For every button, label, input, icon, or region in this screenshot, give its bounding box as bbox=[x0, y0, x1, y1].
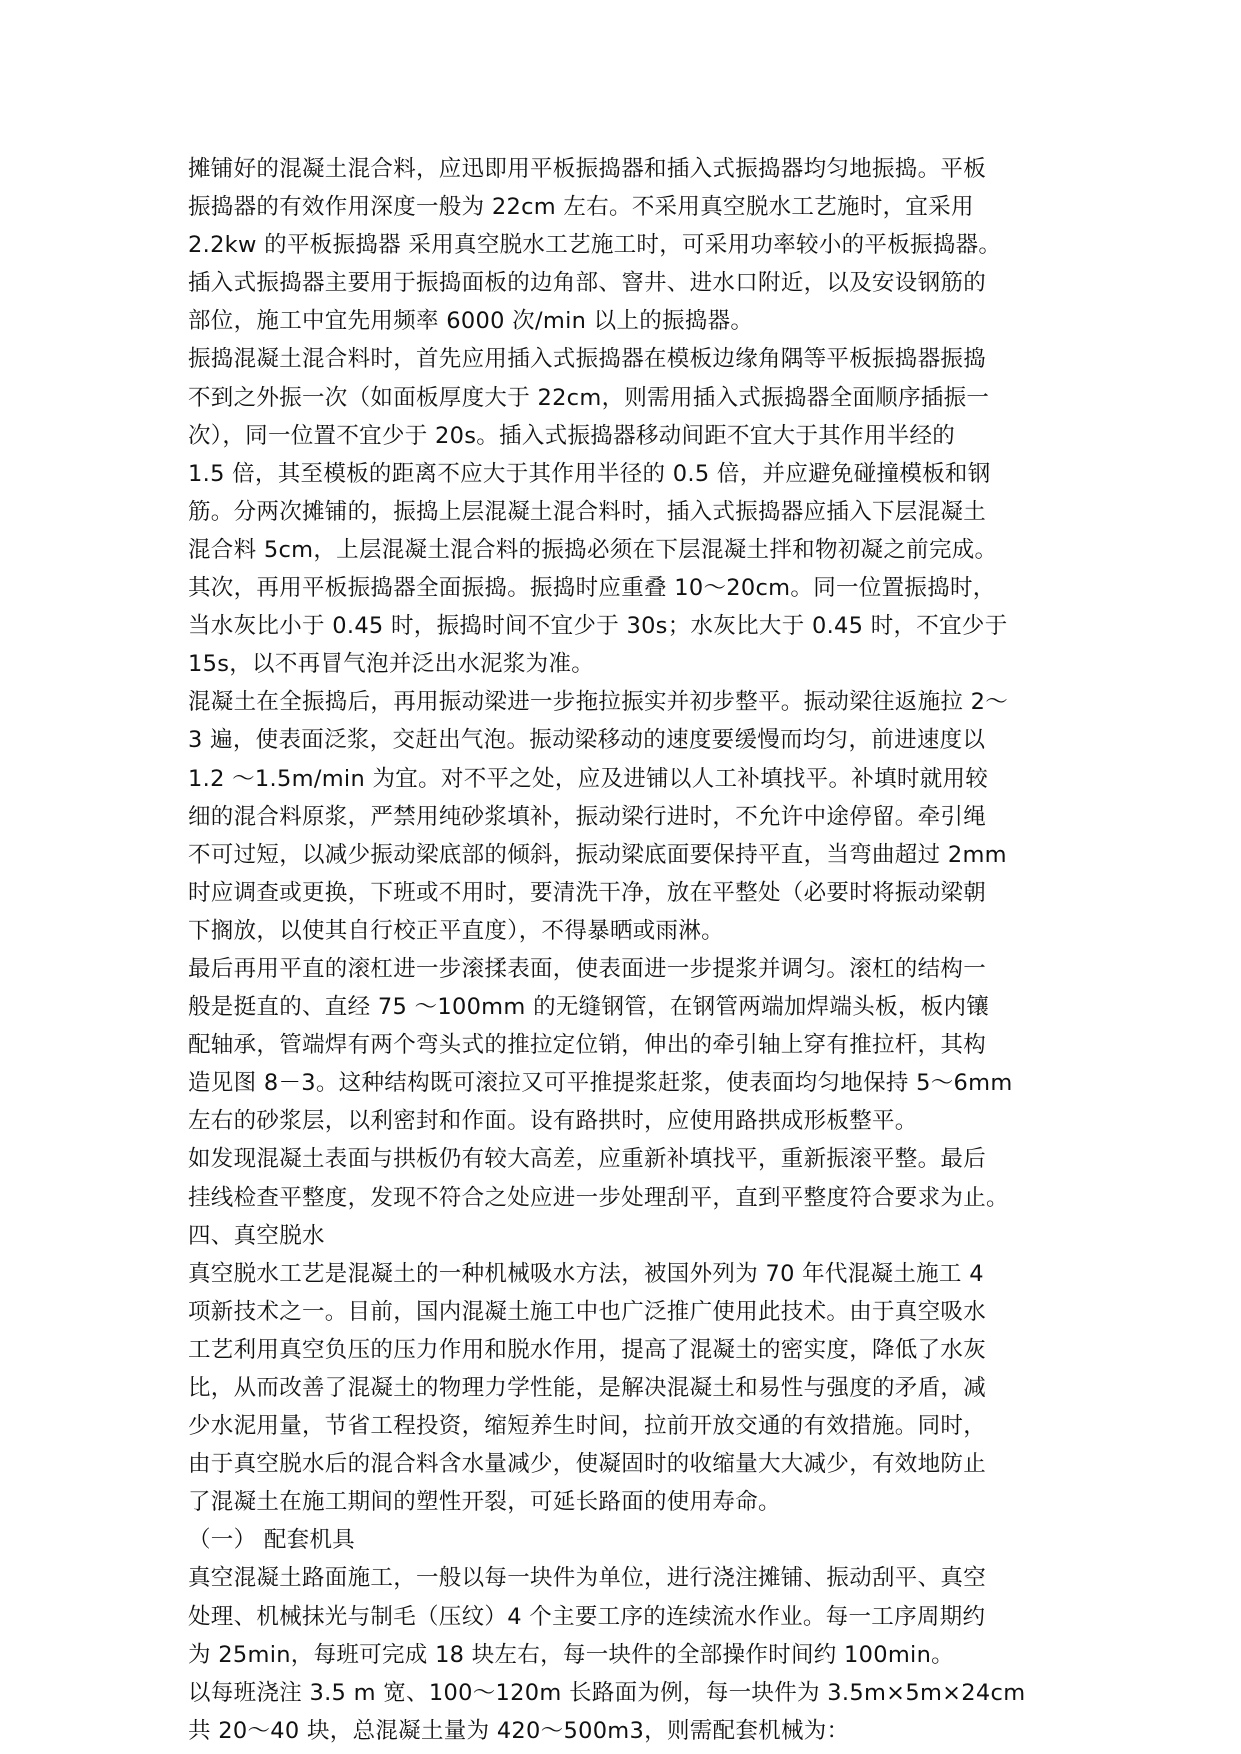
text-line: 混凝土在全振捣后，再用振动梁进一步拖拉振实并初步整平。振动梁往返施拉 2～ bbox=[188, 689, 1009, 716]
text-line: 15s，以不再冒气泡并泛出水泥浆为准。 bbox=[188, 651, 595, 678]
text-line: 混合料 5cm，上层混凝土混合料的振捣必须在下层混凝土拌和物初凝之前完成。 bbox=[188, 536, 998, 563]
text-line: 比，从而改善了混凝土的物理力学性能，是解决混凝土和易性与强度的矛盾，减 bbox=[188, 1375, 987, 1401]
text-line: 3 遍，使表面泛浆，交赶出气泡。振动梁移动的速度要缓慢而均匀，前进速度以 bbox=[188, 727, 986, 754]
text-line: 振捣混凝土混合料时，首先应用插入式振捣器在模板边缘角隅等平板振捣器振捣 bbox=[188, 346, 987, 373]
document-body bbox=[188, 150, 1068, 1750]
text-line: 其次，再用平板振捣器全面振捣。振捣时应重叠 10～20cm。同一位置振捣时， bbox=[188, 575, 996, 602]
text-line: 共 20～40 块，总混凝土量为 420～500m3，则需配套机械为： bbox=[188, 1717, 850, 1744]
text-line: 不可过短，以减少振动梁底部的倾斜，振动梁底面要保持平直，当弯曲超过 2mm bbox=[188, 841, 1007, 868]
section-heading: 四、真空脱水 bbox=[188, 1222, 325, 1249]
text-line: 般是挺直的、直经 75 ～100mm 的无缝钢管，在钢管两端加焊端头板，板内镶 bbox=[188, 994, 990, 1021]
text-line: 处理、机械抹光与制毛（压纹）4 个主要工序的连续流水作业。每一工序周期约 bbox=[188, 1603, 986, 1630]
text-line: 了混凝土在施工期间的塑性开裂，可延长路面的使用寿命。 bbox=[188, 1489, 781, 1516]
text-line: 部位，施工中宜先用频率 6000 次/min 以上的振捣器。 bbox=[188, 308, 754, 335]
text-line: 由于真空脱水后的混合料含水量减少，使凝固时的收缩量大大减少，有效地防止 bbox=[188, 1451, 987, 1478]
text-line: 细的混合料原浆，严禁用纯砂浆填补，振动梁行进时，不允许中途停留。牵引绳 bbox=[188, 803, 987, 830]
text-line: 最后再用平直的滚杠进一步滚揉表面，使表面进一步提浆并调匀。滚杠的结构一 bbox=[188, 955, 987, 982]
text-line: 以每班浇注 3.5 m 宽、100～120m 长路面为例，每一块件为 3.5m×5m×24cm bbox=[188, 1679, 1026, 1706]
subsection-heading: （一） 配套机具 bbox=[188, 1527, 356, 1554]
text-line: 挂线检查平整度，发现不符合之处应进一步处理刮平，直到平整度符合要求为止。 bbox=[188, 1184, 1009, 1211]
text-line: 造见图 8－3。这种结构既可滚拉又可平推提浆赶浆，使表面均匀地保持 5～6mm bbox=[188, 1070, 1013, 1097]
text-line: 下搁放，以使其自行校正平直度），不得暴晒或雨淋。 bbox=[188, 917, 724, 944]
text-line: 左右的砂浆层，以利密封和作面。设有路拱时，应使用路拱成形板整平。 bbox=[188, 1108, 918, 1135]
text-line: 项新技术之一。目前，国内混凝土施工中也广泛推广使用此技术。由于真空吸水 bbox=[188, 1298, 987, 1325]
text-line: 真空脱水工艺是混凝土的一种机械吸水方法，被国外列为 70 年代混凝土施工 4 bbox=[188, 1260, 984, 1287]
text-line: 真空混凝土路面施工，一般以每一块件为单位，进行浇注摊铺、振动刮平、真空 bbox=[188, 1565, 987, 1592]
text-line: 1.5 倍，其至模板的距离不应大于其作用半径的 0.5 倍，并应避免碰撞模板和钢 bbox=[188, 460, 991, 487]
text-line: 少水泥用量，节省工程投资，缩短养生时间，拉前开放交通的有效措施。同时， bbox=[188, 1413, 987, 1440]
text-line: 配轴承，管端焊有两个弯头式的推拉定位销，伸出的牵引轴上穿有推拉杆，其构 bbox=[188, 1032, 987, 1059]
text-line: 1.2 ～1.5m/min 为宜。对不平之处，应及进铺以人工补填找平。补填时就用较 bbox=[188, 765, 989, 792]
text-line: 当水灰比小于 0.45 时，振捣时间不宜少于 30s；水灰比大于 0.45 时，不宜少于 bbox=[188, 613, 1008, 640]
text-line: 插入式振捣器主要用于振捣面板的边角部、窨井、进水口附近，以及安设钢筋的 bbox=[188, 270, 987, 297]
text-line: 振捣器的有效作用深度一般为 22cm 左右。不采用真空脱水工艺施时，宜采用 bbox=[188, 194, 974, 221]
text-line: 筋。分两次摊铺的，振捣上层混凝土混合料时，插入式振捣器应插入下层混凝土 bbox=[188, 498, 987, 525]
text-line: 2.2kw 的平板振捣器 采用真空脱水工艺施工时，可采用功率较小的平板振捣器。 bbox=[188, 232, 1002, 259]
text-line: 次），同一位置不宜少于 20s。插入式振捣器移动间距不宜大于其作用半经的 bbox=[188, 422, 956, 449]
text-line: 时应调查或更换，下班或不用时，要清洗干净，放在平整处（必要时将振动梁朝 bbox=[188, 879, 987, 906]
text-line: 工艺利用真空负压的压力作用和脱水作用，提高了混凝土的密实度，降低了水灰 bbox=[188, 1336, 987, 1363]
text-line: 为 25min，每班可完成 18 块左右，每一块件的全部操作时间约 100min。 bbox=[188, 1641, 954, 1668]
text-line: 如发现混凝土表面与拱板仍有较大高差，应重新补填找平，重新振滚平整。最后 bbox=[188, 1146, 987, 1173]
text-line: 摊铺好的混凝土混合料，应迅即用平板振捣器和插入式振捣器均匀地振捣。平板 bbox=[188, 156, 987, 182]
text-line: 不到之外振一次（如面板厚度大于 22cm，则需用插入式振捣器全面顺序插振一 bbox=[188, 384, 990, 411]
